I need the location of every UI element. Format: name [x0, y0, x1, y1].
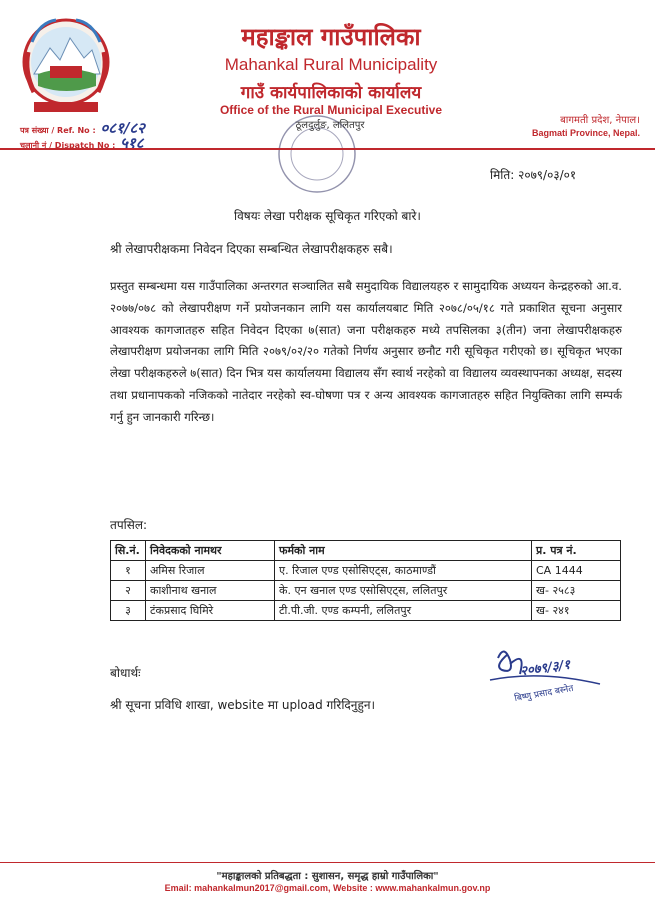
municipality-name-nepali: महाङ्काल गाउँपालिका — [241, 23, 421, 51]
cell-applicant: टंकप्रसाद घिमिरे — [146, 601, 275, 621]
signatory-name: बिष्णु प्रसाद बस्नेत — [513, 683, 575, 705]
header-divider — [0, 148, 655, 150]
col-applicant: निवेदकको नामथर — [146, 541, 275, 561]
province-nepali: बागमती प्रदेश, नेपाल। — [560, 115, 640, 126]
signature-block — [480, 640, 610, 720]
office-name-nepali: गाउँ कार्यपालिकाको कार्यालय — [240, 83, 422, 103]
bodhartha-label: बोधार्थः — [110, 666, 141, 680]
cc-notice: श्री सूचना प्रविधि शाखा, website मा upload गरिदिनुहुन। — [110, 698, 376, 712]
dispatch-label: चलानी नं / Dispatch No : — [20, 141, 116, 150]
letter-date: मिति: २०७९/०३/०१ — [490, 168, 577, 182]
office-address: ठूलदुर्लुङ, ललितपुर — [295, 120, 365, 131]
cell-firm: के. एन खनाल एण्ड एसोसिएट्स, ललितपुर — [275, 581, 532, 601]
nepal-emblem-icon — [20, 12, 112, 120]
table-row — [111, 601, 621, 621]
municipality-name-english: Mahankal Rural Municipality — [224, 55, 438, 74]
province-english: Bagmati Province, Nepal. — [531, 128, 640, 138]
dispatch-value: ५१८ — [120, 134, 144, 152]
cell-firm: ए. रिजाल एण्ड एसोसिएट्स, काठमाण्डौं — [275, 561, 532, 581]
col-serial: सि.नं. — [111, 541, 146, 561]
signature-icon — [480, 640, 610, 720]
letter-body: प्रस्तुत सम्बन्धमा यस गाउँपालिका अन्तरगत सञ्चालित सबै समुदायिक विद्यालयहरु र सामुदायिक अध्ययन केन्द्रहरुको आ.व. २०७७/०७८ को लेखापरीक्षण गर्ने प्रयोजनकान लागि यस कार्यालयबाट मिति २०७८/०५/१८ गते प्रकाशित सूचना अनुसार आवश्यक कागजातहरु सहित निवेदन दिएका ७(सात) जना परीक्षकहरु मध्ये तपसिलका ३(तीन) जना लेखापरीक्षकहरु लेखापरीक्षण प्रयोजनका लागि मिति २०७९/०२/२० गतेको निर्णय अनुसार छनौट गरी सूचिकृत गरीएको छ। सूचिकृत भएका लेखा परीक्षकहरुले ७(सात) दिन भित्र यस कार्यालयमा विद्यालय सँग स्वार्थ नरहेको वा विद्यालय व्यवस्थापनका अध्यक्ष, सदस्य तथा प्रधानापकको नजिकको नातेदार नरहेको स्व-घोषणा पत्र र अन्य आवश्यक कागजातहरु सहित नियुक्तिका लागि सम्पर्क गर्नु हुन जानकारी गरिन्छ। — [110, 279, 622, 424]
cell-serial: १ — [111, 561, 146, 581]
letter-salutation: श्री लेखापरीक्षकमा निवेदन दिएका सम्बन्धित लेखापरीक्षकहरु सबै। — [110, 242, 393, 256]
dispatch-number — [20, 133, 144, 153]
footer-divider — [0, 862, 655, 863]
footer-motto: "महाङ्कालको प्रतिबद्धता : सुशासन, समृद्ध हाम्रो गाउँपालिका" — [216, 871, 439, 882]
tapasil-label: तपसिल: — [110, 518, 148, 532]
cell-cert: CA 1444 — [532, 561, 621, 581]
auditor-table — [110, 540, 621, 621]
cell-firm: टी.पी.जी. एण्ड कम्पनी, ललितपुर — [275, 601, 532, 621]
footer-contact: Email: mahankalmun2017@gmail.com, Website : www.mahankalmun.gov.np — [164, 883, 491, 893]
cell-applicant: अमिस रिजाल — [146, 561, 275, 581]
col-firm: फर्मको नाम — [275, 541, 532, 561]
cell-serial: ३ — [111, 601, 146, 621]
cell-serial: २ — [111, 581, 146, 601]
table-header-row — [111, 541, 621, 561]
signature-date: २०७९/३/१ — [519, 657, 572, 680]
office-name-english: Office of the Rural Municipal Executive — [219, 103, 443, 117]
letter-subject: विषयः लेखा परीक्षक सूचिकृत गरिएको बारे। — [234, 209, 421, 223]
table-row — [111, 581, 621, 601]
col-cert: प्र. पत्र नं. — [532, 541, 621, 561]
ref-value: ०८१/८२ — [100, 119, 145, 137]
cell-cert: ख- २५८३ — [532, 581, 621, 601]
table-row — [111, 561, 621, 581]
cell-cert: ख- २४१ — [532, 601, 621, 621]
cell-applicant: काशीनाथ खनाल — [146, 581, 275, 601]
ref-label: पत्र संख्या / Ref. No : — [20, 126, 96, 135]
